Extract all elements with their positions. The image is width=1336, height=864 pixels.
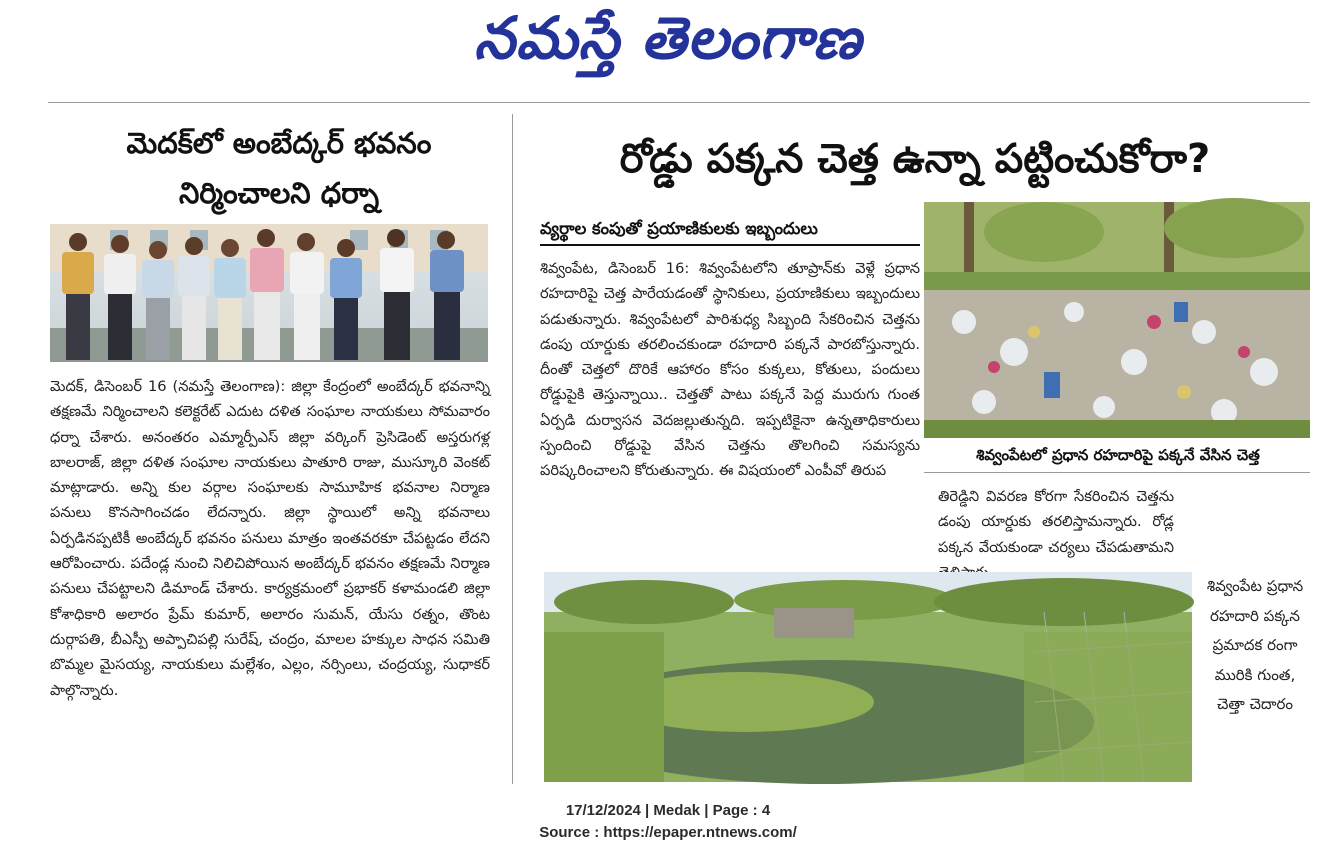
right-article-paragraph-2: తిరెడ్డిని వివరణ కోరగా సేకరించిన చెత్తను డంపు యార్డుకు తరలిస్తామన్నారు. రోడ్ల పక్కన వేయకుండా చర్యలు చేపడుతామని — [938, 488, 1174, 556]
right-article-body-col1 — [540, 256, 920, 572]
right-article-paragraph-1: శివ్వంపేట, డిసెంబర్ 16: శివ్వంపేటలోని తూప్రాన్‌కు వెళ్లే ప్రధాన రహదారిపై చెత్త పారేయడంతో స్థానికులు, ప్రయాణికులు ఇబ్బందులు పడుతున్నారు. శివ్వంపేటలో పారిశుధ్య సిబ్బంది సేకరించిన చెత్తను డంపు యార్డుకు తరలించకుండా రహదారి పక్కనే పారబోస్తున్నారు. దీంతో చెత్తలో దొరికే ఆహారం కోసం కుక్కలు, కోతులు, పందులు రోడ్డుపైకి తెస్తున్నాయి.. చెత్తతో పాటు పక్కనే పెద్ద మురుగు గుంత ఏర్పడి దుర్వాసన వెదజల్లుతున్నది. ఇప్పటికైనా ఉన్నతాధికారులు స్పందించి రోడ్డుపై వేసిన చెత్తను తొలగించి సమస్యను పరిష్కరించాలని కోరుతున్నారు. ఈ విషయంలో ఎంపీవో తిరుప — [540, 260, 920, 480]
right-article-subheadline: వ్యర్థాల కంపుతో ప్రయాణికులకు ఇబ్బందులు — [540, 214, 920, 246]
column-divider — [512, 114, 513, 784]
protest-group-photo-image — [50, 224, 488, 362]
left-article-headline — [50, 118, 508, 218]
roadside-garbage-photo-image — [924, 202, 1310, 438]
sewage-pit-photo — [544, 572, 1192, 782]
roadside-garbage-photo-caption: శివ్వంపేటలో ప్రధాన రహదారిపై పక్కనే వేసిన చెత్త — [976, 446, 1260, 464]
left-article-body — [50, 374, 490, 794]
footer-date-edition: 17/12/2024 | Medak | Page : 4 — [565, 802, 771, 819]
right-article-headline: రోడ్డు పక్కన చెత్త ఉన్నా పట్టించుకోరా? — [619, 136, 1211, 182]
left-headline-line2: నిర్మించాలని ధర్నా — [179, 176, 379, 210]
page-footer — [0, 800, 1336, 844]
sewage-pit-photo-caption: శివ్వంపేట ప్రధాన రహదారి పక్కన ప్రమాదక రంగా మురికి గుంత, చెత్తా చెదారం — [1206, 577, 1304, 713]
right-article-body-col2 — [938, 484, 1174, 566]
sewage-pit-photo-image — [544, 572, 1192, 782]
left-headline-line1: మెదక్‌లో అంబేద్కర్ భవనం — [126, 126, 432, 160]
top-divider — [48, 102, 1310, 103]
protest-group-photo — [50, 224, 488, 362]
caption-divider — [924, 472, 1310, 473]
roadside-garbage-photo — [924, 202, 1310, 438]
footer-source-link[interactable]: Source : https://epaper.ntnews.com/ — [539, 824, 797, 841]
left-article-paragraph: మెదక్, డిసెంబర్ 16 (నమస్తే తెలంగాణ): జిల్లా కేంద్రంలో అంబేద్కర్ భవనాన్ని తక్షణమే నిర్మించాలని కలెక్టరేట్ ఎదుట దళిత సంఘాల నాయకులు సోమవారం ధర్నా చేశారు. అనంతరం ఎమ్మార్పీఎస్ జిల్లా వర్కింగ్ ప్రెసిడెంట్ అస్తరుగళ్ల బాలరాజ్, జిల్లా దళిత సంఘాల నాయకులు పాతూరి రాజు, ముస్కూరి వెంకట్ మాట్లాడారు. అన్ని కుల వర్గాల సంఘాలకు సామూహిక భవనాల నిర్మాణ పనులు కొనసాగించడం లేదన్నారు. జిల్లా స్థాయిలో అన్ని భవనాలు ఏర్పడినప్పటికీ అంబేద్కర్ భవనం పనులు మాత్రం ఇంతవరకూ చేపట్టడం లేదని ఆరోపించారు. పదేండ్ల నుంచి నిలిచిపోయిన అంబేద్కర్ భవనం తక్షణమే నిర్మాణ పనులు చేపట్టాలని డిమాండ్ చేశారు. కార్యక్రమంలో ప్రభాకర్ కళామండలి జిల్లా కోశాధికారి అలారం ప్రేమ్ కుమార్, అలారం సుమన్, యేసు రత్నం, తొంట దుర్గాపతి, బీఎస్పీ అప్పాచిపల్లి సురేష్, చంద్రం, మాలల హక్కుల సాధన సమితి బొమ్మల మైసయ్య, నాయకులు మల్లేశం, ఎల్లం, నర్సింలు, చంద్రయ్య, సుధాకర్ పాల్గొన్నారు. — [50, 378, 490, 699]
newspaper-logo: నమస్తే తెలంగాణ — [474, 4, 862, 72]
masthead — [0, 0, 1336, 92]
